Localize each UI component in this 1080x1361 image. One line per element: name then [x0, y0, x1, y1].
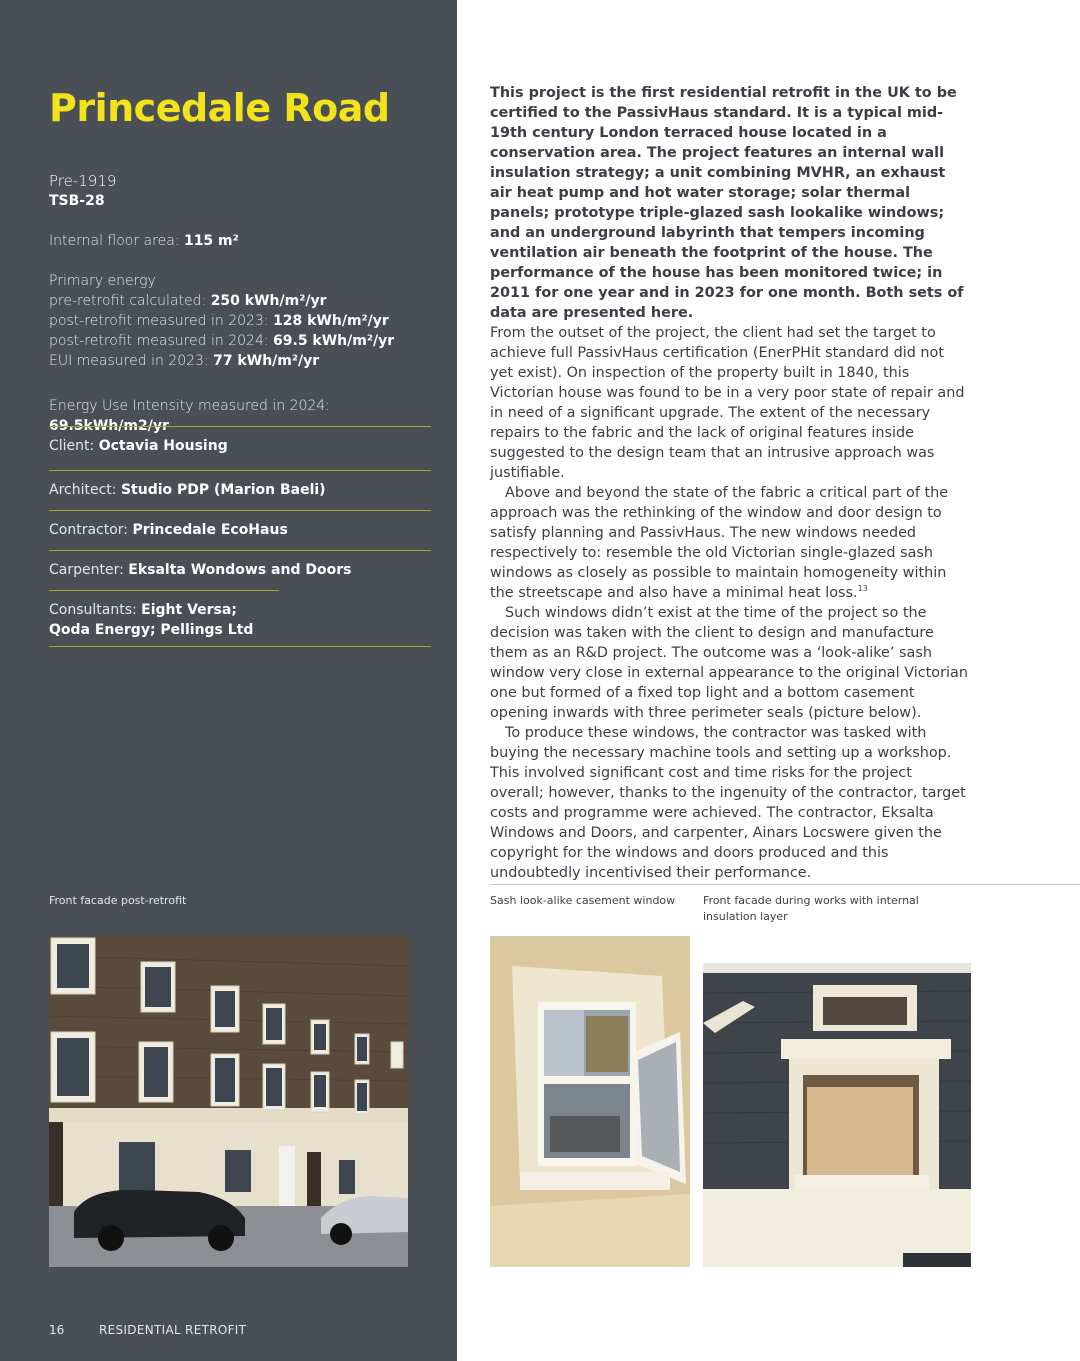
- caption-divider: [490, 884, 1080, 885]
- photo-sash-window: [490, 936, 690, 1267]
- floor-area-value: 115 m²: [183, 233, 239, 249]
- credit-value: Eksalta Wondows and Doors: [128, 562, 352, 578]
- caption-window: Sash look-alike casement window: [490, 894, 676, 907]
- intro-paragraph: This project is the first residential retrofit in the UK to be certified to the PassivHaus standard. It is a typical mid-19th century London terraced house located in a conservation area. The project features an internal wall insulation strategy; a unit combining MVHR, an exhaust air heat pump and hot water storage; solar thermal panels; prototype triple-glazed sash lookalike windows; and an underground labyrinth that tempers incoming ventilation air beneath the footprint of the house. The performance of the house has been monitored twice; in 2011 for one year and in 2023 for one month. Both sets of data are presented here.: [490, 85, 964, 321]
- credit-architect: [49, 470, 431, 500]
- section-name: RESIDENTIAL RETROFIT: [99, 1323, 247, 1337]
- credit-carpenter: [49, 550, 431, 580]
- body-paragraph: Such windows didn’t exist at the time of the project so the decision was taken with the client to design and manufacture them as an R&D project. The outcome was a ‘look-alike’ sash window very close in external appearance to the original Victorian one but formed of a fixed top light and a bottom casement opening inwards with three perimeter seals (picture below).: [490, 605, 968, 721]
- credit-label: Architect:: [49, 482, 121, 498]
- photo-front-facade-image: [49, 936, 408, 1267]
- floor-area-label: Internal floor area:: [49, 233, 184, 249]
- body-paragraph: From the outset of the project, the client had set the target to achieve full PassivHaus certification (EnerPHit standard did not yet exist). On inspection of the property built in 1840, this Victorian house was found to be in a very poor state of repair and in need of a significant upgrade. The extent of the necessary repairs to the fabric and the lack of original features inside suggested to the design team that an intrusive approach was justifiable.: [490, 325, 965, 481]
- energy-row-value: 128 kWh/m²/yr: [273, 313, 389, 329]
- project-meta: [49, 171, 439, 211]
- credit-client: [49, 426, 431, 456]
- credit-label: Client:: [49, 438, 99, 454]
- energy-row-label: post-retrofit measured in 2024:: [49, 333, 274, 349]
- photo-facade-works: [703, 963, 971, 1267]
- energy-row: [49, 351, 439, 371]
- body-paragraph: [490, 483, 970, 603]
- energy-row-label: pre-retrofit calculated:: [49, 293, 211, 309]
- photo-facade-works-image: [703, 963, 971, 1267]
- energy-row: [49, 291, 439, 311]
- credit-value: Princedale EcoHaus: [132, 522, 288, 538]
- energy-row: [49, 311, 439, 331]
- energy-row-value: 69.5 kWh/m²/yr: [273, 333, 395, 349]
- page-number: 16: [49, 1323, 65, 1337]
- photo-front-facade: [49, 936, 408, 1267]
- credit-contractor: [49, 510, 431, 540]
- credit-consultants: [49, 590, 279, 640]
- body-text: [490, 323, 970, 883]
- energy-row: [49, 331, 439, 351]
- footnote-ref: 13: [857, 584, 868, 594]
- energy-row-value: 77 kWh/m²/yr: [213, 353, 320, 369]
- floor-area: [49, 231, 439, 251]
- caption-facade: Front facade post-retrofit: [49, 894, 187, 907]
- energy-row-label: post-retrofit measured in 2023:: [49, 313, 274, 329]
- credit-label: Consultants:: [49, 602, 142, 618]
- credit-label: Carpenter:: [49, 562, 129, 578]
- page-title: Princedale Road: [49, 86, 390, 130]
- credit-value: Studio PDP (Marion Baeli): [120, 482, 326, 498]
- body-paragraph: To produce these windows, the contractor was tasked with buying the necessary machine tools and setting up a workshop. This involved significant cost and time risks for the project overall; however, thanks to the ingenuity of the contractor, target costs and programme were achieved. The contractor, Eksalta Windows and Doors, and carpenter, Ainars Locswere given the copyright for the windows and doors produced and this undoubtedly incentivised their performance.: [490, 725, 966, 881]
- body-paragraph-text: Above and beyond the state of the fabric a critical part of the approach was the rethinking of the window and door design to satisfy planning and PassivHaus. The new windows needed respectively to: resemble the old Victorian single-glazed sash windows as closely as possible to maintain homogeneity within the streetscape and also have a minimal heat loss.: [490, 485, 949, 601]
- caption-works: Front facade during works with internal insulation layer: [703, 894, 919, 923]
- eui-2024-value: 69.5kWh/m2/yr: [49, 418, 169, 434]
- credit-value: Eight Versa; Qoda Energy; Pellings Ltd: [49, 602, 254, 638]
- primary-energy: [49, 271, 439, 371]
- credits-divider: [49, 646, 431, 647]
- credit-label: Contractor:: [49, 522, 133, 538]
- eui-2024-label: Energy Use Intensity measured in 2024:: [49, 398, 330, 414]
- credit-value: Octavia Housing: [98, 438, 228, 454]
- energy-row-label: EUI measured in 2023:: [49, 353, 214, 369]
- code-label: TSB-28: [49, 193, 105, 209]
- photo-sash-window-image: [490, 936, 690, 1267]
- primary-energy-heading: Primary energy: [49, 273, 156, 289]
- period-label: Pre-1919: [49, 172, 117, 190]
- energy-row-value: 250 kWh/m²/yr: [210, 293, 327, 309]
